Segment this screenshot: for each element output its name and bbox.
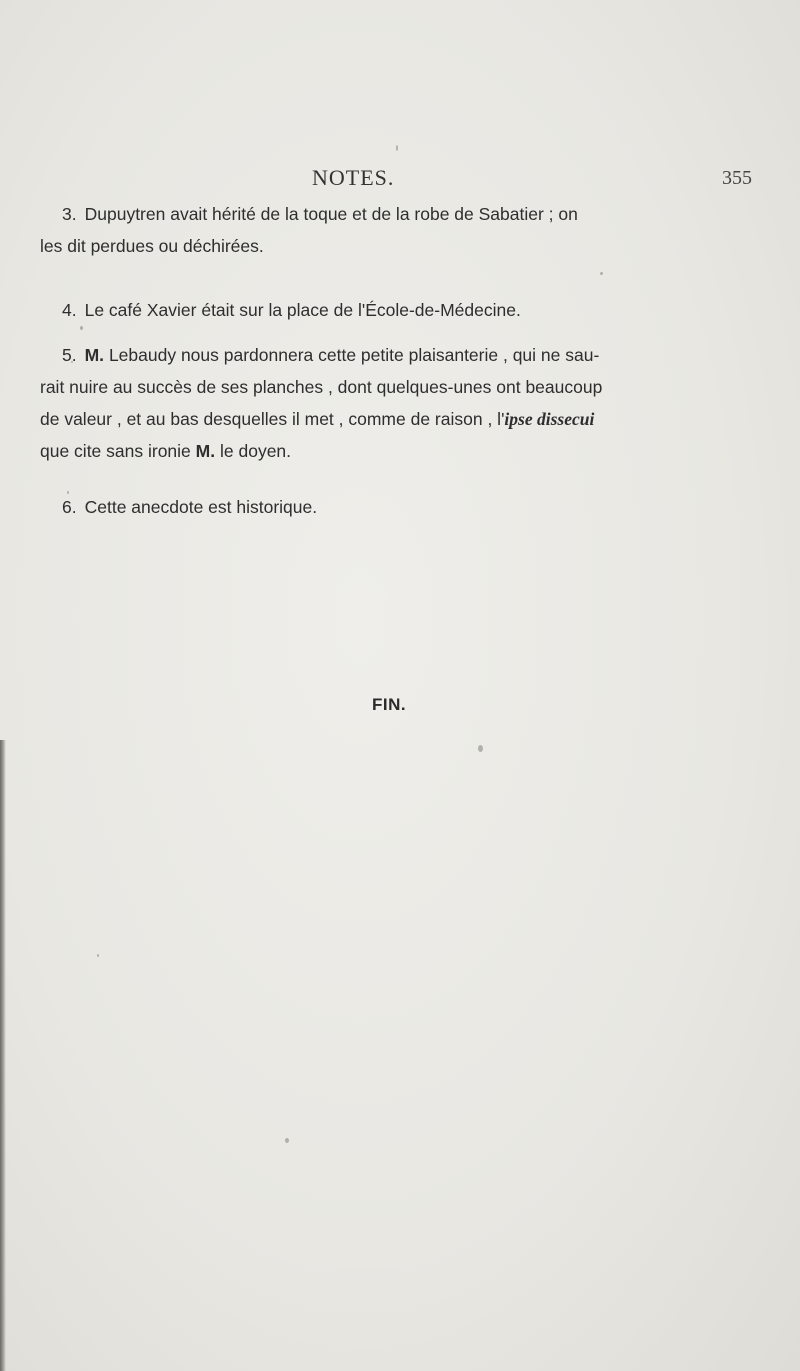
note-3: [40, 198, 742, 262]
note-text: de valeur , et au bas desquelles il met , comme de raison , l': [40, 409, 505, 429]
note-text: Cette anecdote est historique.: [84, 497, 318, 517]
note-number: 4.: [62, 300, 77, 320]
note-5-line-1: [62, 339, 742, 371]
paper-speck: [396, 145, 398, 151]
note-text-bold: M.: [195, 441, 216, 461]
running-header: [0, 165, 800, 195]
note-3-line-1: [62, 198, 742, 230]
note-5-line-4: [40, 435, 742, 467]
note-3-line-2: les dit perdues ou déchirées.: [40, 236, 264, 256]
note-text: Le café Xavier était sur la place de l'École-de-Médecine.: [84, 300, 521, 320]
note-number: 3.: [62, 204, 77, 224]
end-mark: FIN.: [372, 695, 407, 714]
note-5-line-3: [40, 403, 742, 435]
note-number: 5.: [62, 345, 77, 365]
page-number: 355: [722, 167, 752, 189]
paper-speck: [478, 745, 483, 752]
note-text: le doyen.: [220, 441, 292, 461]
note-text: Lebaudy nous pardonnera cette petite plaisanterie , qui ne sau-: [108, 345, 600, 365]
note-text: Dupuytren avait hérité de la toque et de la robe de Sabatier ; on: [84, 204, 578, 224]
paper-speck: [97, 954, 99, 957]
note-4: [62, 294, 742, 326]
note-text-italic: ipse dissecui: [504, 409, 595, 429]
note-5-line-2: rait nuire au succès de ses planches , dont quelques-unes ont beaucoup: [40, 377, 603, 397]
note-text: que cite sans ironie: [40, 441, 191, 461]
note-number: 6.: [62, 497, 77, 517]
note-text-bold: M.: [84, 345, 105, 365]
paper-speck: [600, 272, 603, 275]
page-binding-edge: [0, 740, 6, 1371]
paper-speck: [80, 326, 83, 330]
note-5: [40, 339, 742, 467]
paper-speck: [285, 1138, 289, 1143]
note-6: [62, 491, 742, 523]
running-title: NOTES.: [312, 165, 395, 190]
